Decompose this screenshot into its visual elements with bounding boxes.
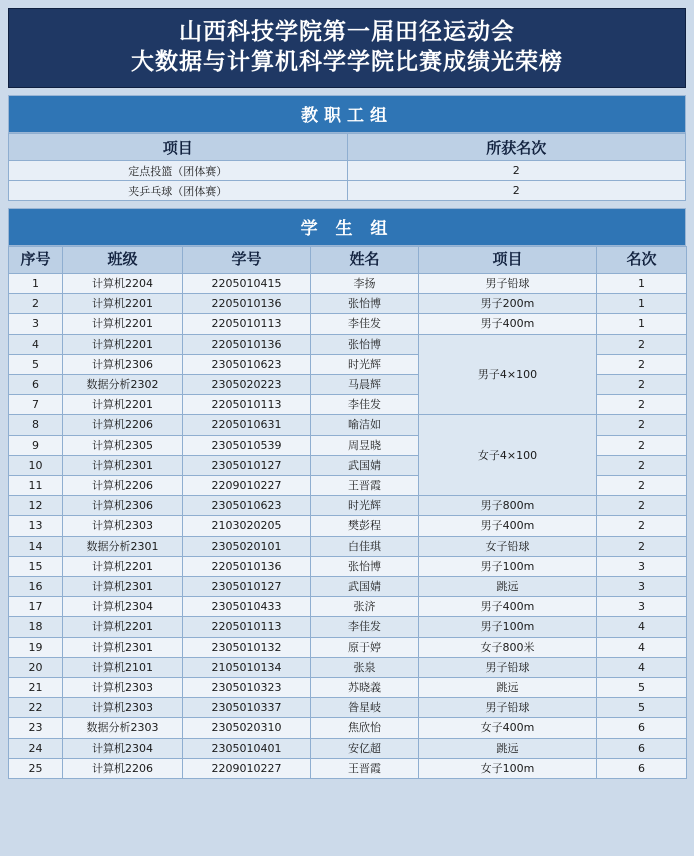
student-cell-seq: 10 <box>9 455 63 475</box>
table-row <box>9 294 687 314</box>
student-cell-class: 计算机2206 <box>63 476 183 496</box>
student-cell-event: 男子200m <box>419 294 597 314</box>
student-cell-event: 跳远 <box>419 738 597 758</box>
table-row <box>9 657 687 677</box>
staff-section-heading: 教职工组 <box>8 95 686 133</box>
student-cell-name: 王晋霞 <box>311 476 419 496</box>
student-cell-class: 计算机2201 <box>63 395 183 415</box>
student-cell-event: 女子铅球 <box>419 536 597 556</box>
student-cell-event: 男子铅球 <box>419 698 597 718</box>
student-cell-rank: 3 <box>597 577 687 597</box>
student-cell-id: 2305020310 <box>183 718 311 738</box>
student-cell-class: 计算机2306 <box>63 496 183 516</box>
staff-table-header-row <box>9 134 686 161</box>
student-cell-seq: 8 <box>9 415 63 435</box>
student-cell-class: 数据分析2301 <box>63 536 183 556</box>
student-cell-seq: 3 <box>9 314 63 334</box>
student-cell-id: 2305010127 <box>183 455 311 475</box>
student-cell-seq: 1 <box>9 274 63 294</box>
student-cell-name: 李佳发 <box>311 395 419 415</box>
student-cell-class: 数据分析2302 <box>63 375 183 395</box>
student-cell-seq: 2 <box>9 294 63 314</box>
student-cell-name: 马晨辉 <box>311 375 419 395</box>
student-cell-rank: 2 <box>597 516 687 536</box>
table-row <box>9 314 687 334</box>
student-cell-event: 男子100m <box>419 617 597 637</box>
student-cell-name: 原于婷 <box>311 637 419 657</box>
student-cell-seq: 24 <box>9 738 63 758</box>
student-cell-name: 张怡博 <box>311 294 419 314</box>
table-row <box>9 698 687 718</box>
student-cell-id: 2305010539 <box>183 435 311 455</box>
student-cell-seq: 11 <box>9 476 63 496</box>
student-cell-event: 男子400m <box>419 314 597 334</box>
student-cell-seq: 7 <box>9 395 63 415</box>
student-cell-class: 计算机2306 <box>63 354 183 374</box>
student-cell-event: 男子4×100 <box>419 334 597 415</box>
student-cell-name: 武国婧 <box>311 577 419 597</box>
student-cell-id: 2205010136 <box>183 334 311 354</box>
staff-table-row <box>9 181 686 201</box>
staff-header-event: 项目 <box>9 134 348 161</box>
student-cell-class: 计算机2204 <box>63 274 183 294</box>
student-cell-id: 2305020101 <box>183 536 311 556</box>
student-cell-rank: 6 <box>597 738 687 758</box>
student-cell-seq: 9 <box>9 435 63 455</box>
student-cell-event: 女子400m <box>419 718 597 738</box>
student-cell-id: 2205010136 <box>183 294 311 314</box>
student-cell-rank: 2 <box>597 395 687 415</box>
table-row <box>9 556 687 576</box>
student-header-id: 学号 <box>183 247 311 274</box>
student-header-event: 项目 <box>419 247 597 274</box>
student-cell-class: 计算机2201 <box>63 294 183 314</box>
student-cell-class: 计算机2304 <box>63 738 183 758</box>
student-cell-id: 2305020223 <box>183 375 311 395</box>
student-cell-seq: 13 <box>9 516 63 536</box>
table-row <box>9 758 687 778</box>
student-cell-rank: 5 <box>597 678 687 698</box>
student-cell-name: 时光辉 <box>311 496 419 516</box>
student-section-heading: 学 生 组 <box>8 208 686 246</box>
student-cell-event: 跳远 <box>419 678 597 698</box>
student-cell-name: 张泉 <box>311 657 419 677</box>
student-cell-rank: 2 <box>597 496 687 516</box>
student-cell-rank: 1 <box>597 314 687 334</box>
student-cell-seq: 23 <box>9 718 63 738</box>
student-cell-class: 计算机2301 <box>63 577 183 597</box>
student-cell-rank: 3 <box>597 556 687 576</box>
student-cell-event: 女子800米 <box>419 637 597 657</box>
student-cell-rank: 6 <box>597 718 687 738</box>
table-row <box>9 597 687 617</box>
student-cell-class: 计算机2303 <box>63 678 183 698</box>
student-cell-class: 计算机2304 <box>63 597 183 617</box>
student-cell-event: 男子400m <box>419 516 597 536</box>
student-cell-event: 男子铅球 <box>419 657 597 677</box>
student-cell-event: 跳远 <box>419 577 597 597</box>
student-cell-event: 男子铅球 <box>419 274 597 294</box>
student-cell-rank: 4 <box>597 617 687 637</box>
table-row <box>9 415 687 435</box>
student-cell-rank: 2 <box>597 435 687 455</box>
student-cell-name: 昝星岐 <box>311 698 419 718</box>
student-cell-name: 张济 <box>311 597 419 617</box>
student-cell-id: 2305010132 <box>183 637 311 657</box>
student-cell-class: 计算机2201 <box>63 334 183 354</box>
student-cell-id: 2305010337 <box>183 698 311 718</box>
staff-cell-rank: 2 <box>347 181 686 201</box>
student-cell-name: 张怡博 <box>311 556 419 576</box>
student-cell-id: 2205010631 <box>183 415 311 435</box>
student-cell-name: 时光辉 <box>311 354 419 374</box>
student-cell-seq: 5 <box>9 354 63 374</box>
student-cell-class: 计算机2201 <box>63 556 183 576</box>
table-row <box>9 274 687 294</box>
student-cell-rank: 1 <box>597 294 687 314</box>
student-table <box>8 246 687 779</box>
student-cell-seq: 14 <box>9 536 63 556</box>
student-cell-class: 计算机2301 <box>63 637 183 657</box>
student-cell-class: 计算机2206 <box>63 415 183 435</box>
student-cell-name: 王晋霞 <box>311 758 419 778</box>
student-cell-rank: 4 <box>597 657 687 677</box>
student-cell-class: 计算机2301 <box>63 455 183 475</box>
student-cell-event: 男子800m <box>419 496 597 516</box>
student-cell-rank: 6 <box>597 758 687 778</box>
table-row <box>9 577 687 597</box>
student-cell-event: 男子400m <box>419 597 597 617</box>
title-line-2: 大数据与计算机科学学院比赛成绩光荣榜 <box>131 49 563 75</box>
student-cell-seq: 21 <box>9 678 63 698</box>
student-cell-rank: 2 <box>597 455 687 475</box>
student-cell-rank: 2 <box>597 415 687 435</box>
staff-table-row <box>9 161 686 181</box>
student-cell-seq: 4 <box>9 334 63 354</box>
student-cell-id: 2103020205 <box>183 516 311 536</box>
student-cell-name: 武国婧 <box>311 455 419 475</box>
student-cell-class: 计算机2201 <box>63 617 183 637</box>
table-row <box>9 617 687 637</box>
student-cell-seq: 16 <box>9 577 63 597</box>
student-cell-class: 计算机2305 <box>63 435 183 455</box>
student-cell-id: 2305010623 <box>183 354 311 374</box>
student-cell-class: 计算机2303 <box>63 516 183 536</box>
table-row <box>9 738 687 758</box>
student-cell-name: 焦欣怡 <box>311 718 419 738</box>
student-cell-class: 计算机2101 <box>63 657 183 677</box>
student-cell-class: 计算机2201 <box>63 314 183 334</box>
staff-table <box>8 133 686 201</box>
student-cell-name: 李佳发 <box>311 617 419 637</box>
student-cell-name: 李扬 <box>311 274 419 294</box>
student-cell-seq: 18 <box>9 617 63 637</box>
student-cell-event: 女子4×100 <box>419 415 597 496</box>
title-line-1: 山西科技学院第一届田径运动会 <box>179 19 515 45</box>
student-cell-id: 2205010113 <box>183 617 311 637</box>
student-cell-id: 2305010323 <box>183 678 311 698</box>
student-cell-rank: 4 <box>597 637 687 657</box>
student-table-header-row <box>9 247 687 274</box>
student-cell-class: 数据分析2303 <box>63 718 183 738</box>
student-cell-rank: 2 <box>597 375 687 395</box>
student-cell-id: 2205010113 <box>183 314 311 334</box>
student-cell-id: 2305010127 <box>183 577 311 597</box>
staff-cell-rank: 2 <box>347 161 686 181</box>
student-cell-name: 苏晓義 <box>311 678 419 698</box>
student-cell-rank: 1 <box>597 274 687 294</box>
student-cell-rank: 3 <box>597 597 687 617</box>
student-cell-id: 2209010227 <box>183 476 311 496</box>
student-cell-rank: 2 <box>597 476 687 496</box>
table-row <box>9 718 687 738</box>
title-banner <box>8 8 686 88</box>
table-row <box>9 678 687 698</box>
student-header-seq: 序号 <box>9 247 63 274</box>
student-cell-seq: 17 <box>9 597 63 617</box>
student-cell-id: 2305010401 <box>183 738 311 758</box>
student-cell-name: 李佳发 <box>311 314 419 334</box>
student-cell-rank: 2 <box>597 354 687 374</box>
student-cell-name: 张怡博 <box>311 334 419 354</box>
student-cell-rank: 2 <box>597 334 687 354</box>
student-cell-event: 女子100m <box>419 758 597 778</box>
student-cell-id: 2209010227 <box>183 758 311 778</box>
student-header-name: 姓名 <box>311 247 419 274</box>
staff-cell-event: 定点投篮（团体赛） <box>9 161 348 181</box>
student-cell-name: 周昱晓 <box>311 435 419 455</box>
student-cell-seq: 6 <box>9 375 63 395</box>
student-cell-seq: 19 <box>9 637 63 657</box>
student-cell-rank: 2 <box>597 536 687 556</box>
student-cell-class: 计算机2206 <box>63 758 183 778</box>
table-row <box>9 496 687 516</box>
student-header-rank: 名次 <box>597 247 687 274</box>
student-cell-seq: 12 <box>9 496 63 516</box>
student-cell-name: 喻洁如 <box>311 415 419 435</box>
student-cell-seq: 22 <box>9 698 63 718</box>
table-row <box>9 334 687 354</box>
staff-cell-event: 夹乒乓球（团体赛） <box>9 181 348 201</box>
student-cell-id: 2305010623 <box>183 496 311 516</box>
student-cell-class: 计算机2303 <box>63 698 183 718</box>
student-cell-id: 2205010113 <box>183 395 311 415</box>
student-cell-rank: 5 <box>597 698 687 718</box>
student-cell-id: 2205010136 <box>183 556 311 576</box>
student-header-class: 班级 <box>63 247 183 274</box>
table-row <box>9 637 687 657</box>
student-cell-name: 樊彭程 <box>311 516 419 536</box>
student-cell-id: 2105010134 <box>183 657 311 677</box>
student-cell-event: 男子100m <box>419 556 597 576</box>
student-cell-seq: 15 <box>9 556 63 576</box>
student-cell-id: 2205010415 <box>183 274 311 294</box>
student-cell-id: 2305010433 <box>183 597 311 617</box>
student-cell-name: 白佳琪 <box>311 536 419 556</box>
staff-header-rank: 所获名次 <box>347 134 686 161</box>
table-row <box>9 536 687 556</box>
student-cell-seq: 20 <box>9 657 63 677</box>
student-cell-seq: 25 <box>9 758 63 778</box>
student-cell-name: 安亿超 <box>311 738 419 758</box>
table-row <box>9 516 687 536</box>
